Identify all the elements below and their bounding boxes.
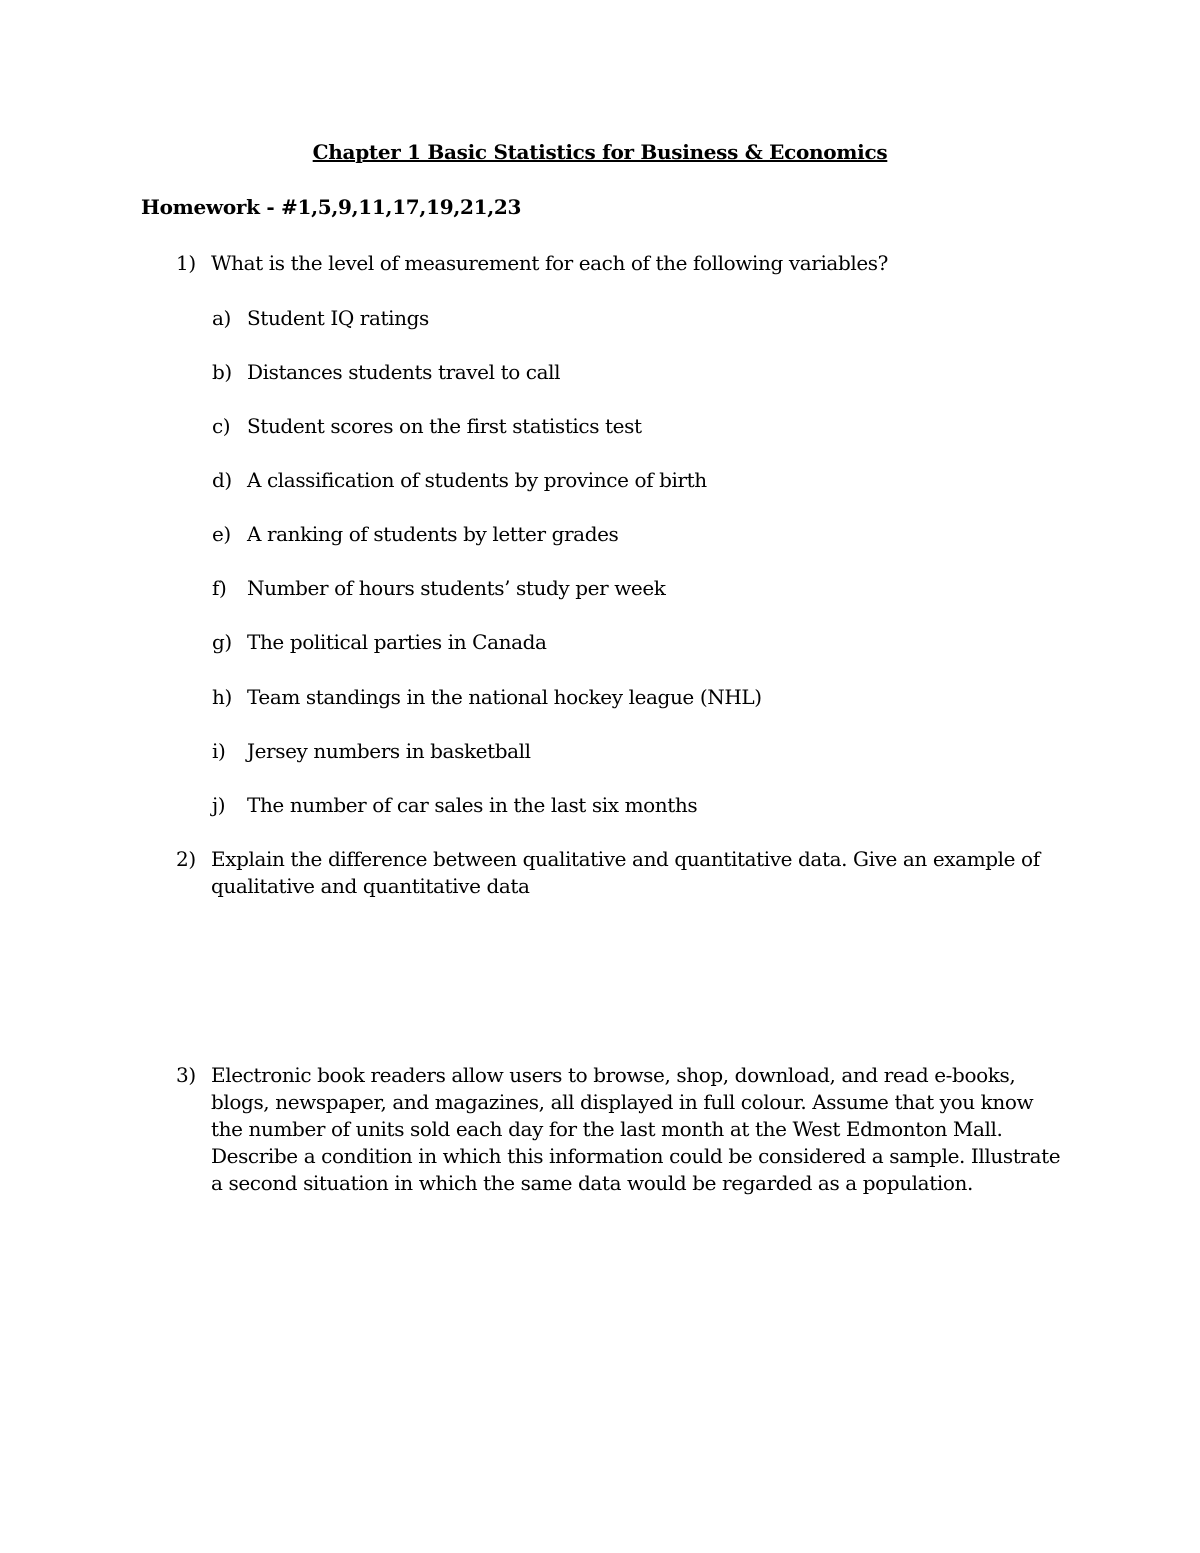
item-letter: f) xyxy=(212,576,227,600)
item-text: Number of hours students’ study per week xyxy=(247,576,666,600)
item-letter: h) xyxy=(212,685,232,709)
item-letter: c) xyxy=(212,414,231,438)
list-item xyxy=(212,413,1072,440)
question-text: Electronic book readers allow users to browse, shop, download, and read e-books, blogs, newspaper, and magazines, all displayed in full colour. Assume that you know the number of units sold each day for the last month at the West Edmonton Mall. Describe a condition in which this information could be considered a sample. Illustrate a second situation in which the same data would be regarded as a population. xyxy=(211,1063,1061,1195)
question-1 xyxy=(176,250,1076,277)
list-item xyxy=(212,521,1072,548)
item-letter: j) xyxy=(212,793,226,817)
item-text: Distances students travel to call xyxy=(247,360,561,384)
item-letter: b) xyxy=(212,360,232,384)
list-item xyxy=(212,359,1072,386)
page-title: Chapter 1 Basic Statistics for Business & Economics xyxy=(312,140,888,164)
item-text: Jersey numbers in basketball xyxy=(247,739,531,763)
item-text: Student IQ ratings xyxy=(247,306,429,330)
item-letter: g) xyxy=(212,630,232,654)
question-3 xyxy=(176,1062,1076,1197)
list-item xyxy=(212,575,1072,602)
item-text: Team standings in the national hockey league (NHL) xyxy=(247,685,762,709)
question-text: Explain the difference between qualitative and quantitative data. Give an example of qualitative and quantitative data xyxy=(211,847,1040,898)
item-letter: i) xyxy=(212,739,226,763)
item-text: Student scores on the first statistics test xyxy=(247,414,642,438)
list-item xyxy=(212,467,1072,494)
homework-heading: Homework - #1,5,9,11,17,19,21,23 xyxy=(141,195,522,219)
question-number: 2) xyxy=(176,847,196,871)
item-letter: a) xyxy=(212,306,231,330)
list-item xyxy=(212,684,1072,711)
list-item xyxy=(212,738,1072,765)
item-letter: e) xyxy=(212,522,231,546)
item-text: A ranking of students by letter grades xyxy=(247,522,619,546)
list-item xyxy=(212,305,1072,332)
item-text: The number of car sales in the last six months xyxy=(247,793,698,817)
item-text: A classification of students by province of birth xyxy=(247,468,707,492)
item-text: The political parties in Canada xyxy=(247,630,547,654)
item-letter: d) xyxy=(212,468,232,492)
list-item xyxy=(212,792,1072,819)
list-item xyxy=(212,629,1072,656)
question-2 xyxy=(176,846,1076,900)
question-number: 1) xyxy=(176,251,196,275)
question-number: 3) xyxy=(176,1063,196,1087)
question-text: What is the level of measurement for each of the following variables? xyxy=(211,251,888,275)
